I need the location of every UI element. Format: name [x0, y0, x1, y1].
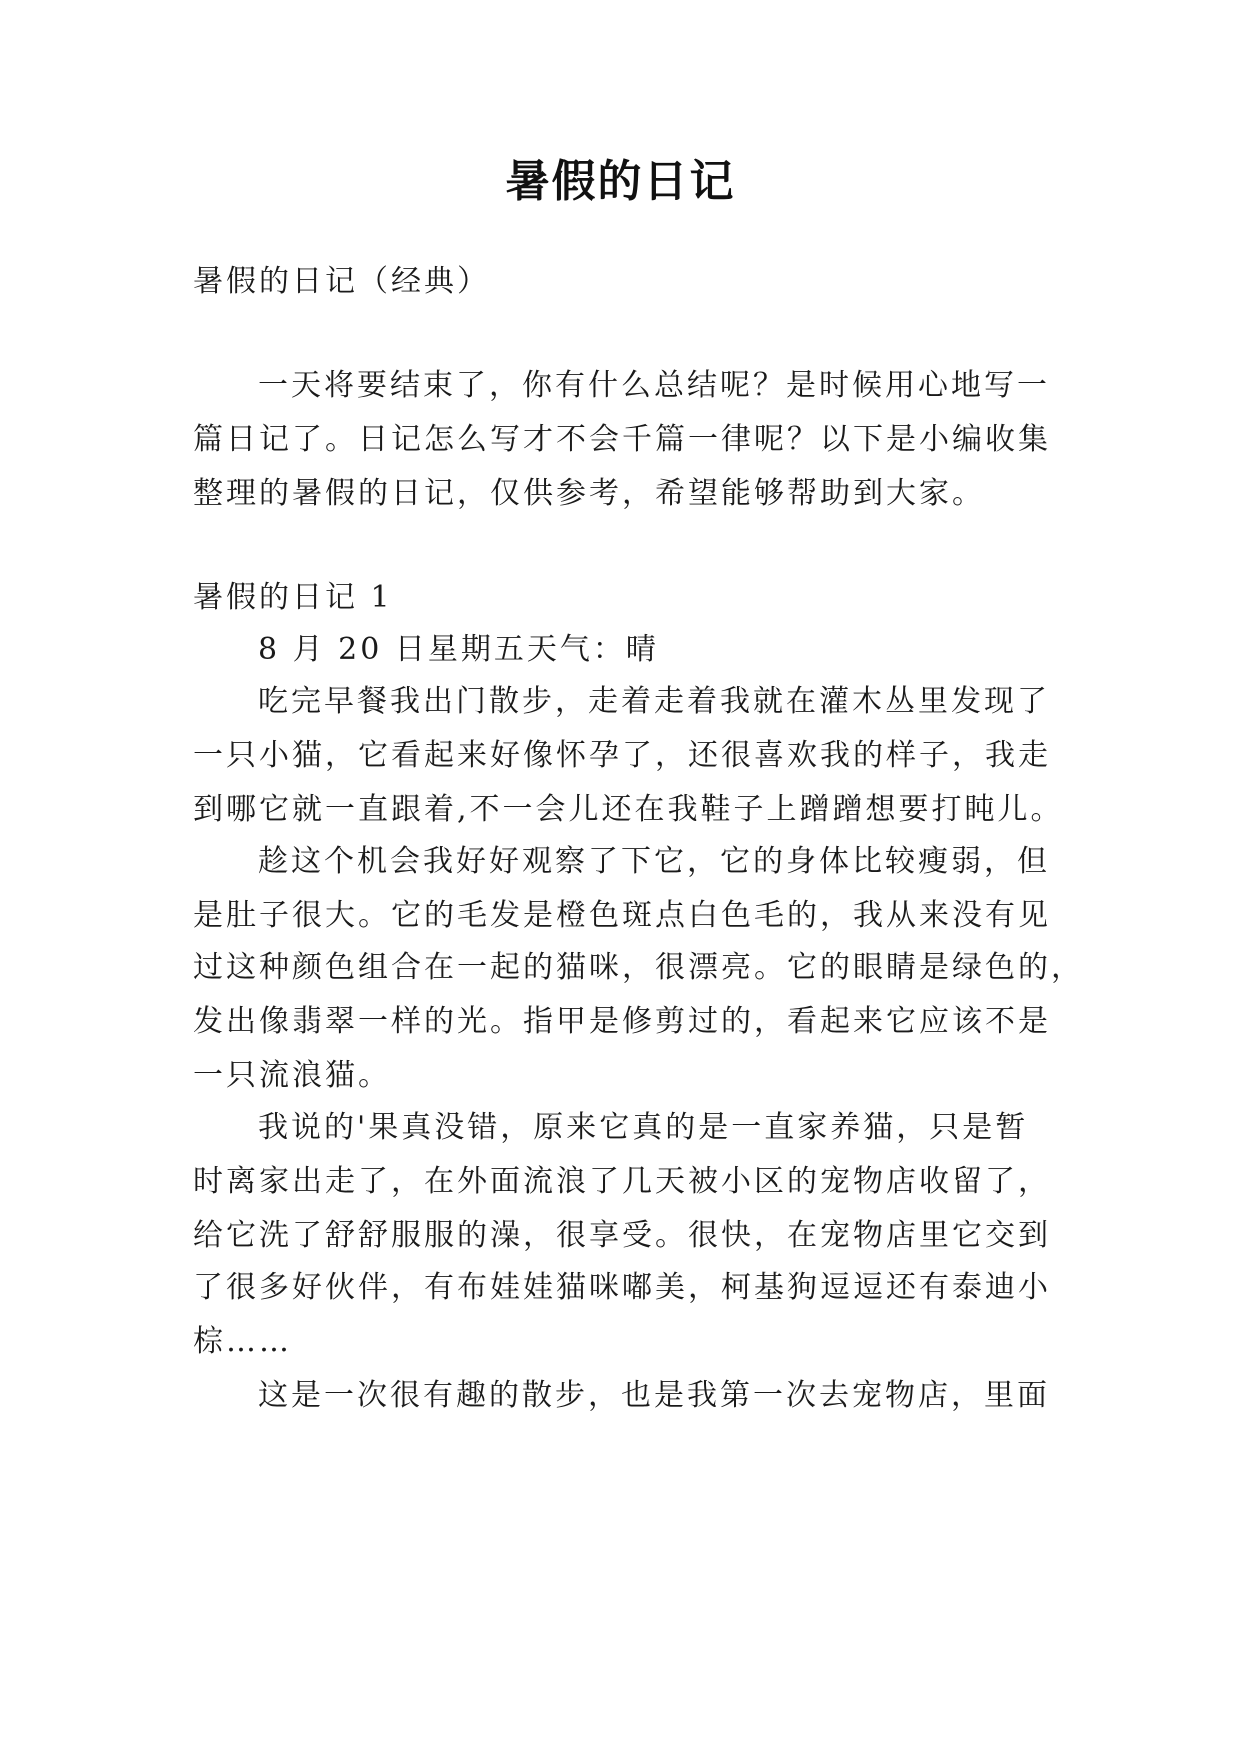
body-line: 了很多好伙伴，有布娃娃猫咪嘟美，柯基狗逗逗还有泰迪小 [193, 1270, 1051, 1305]
body-line: 我说的'果真没错，原来它真的是一直家养猫，只是暂 [258, 1110, 1029, 1145]
body-line: 趁这个机会我好好观察了下它，它的身体比较瘦弱，但 [258, 844, 1050, 879]
body-line: 这是一次很有趣的散步，也是我第一次去宠物店，里面 [258, 1378, 1050, 1413]
body-line: 一只小猫，它看起来好像怀孕了，还很喜欢我的样子，我走 [193, 738, 1051, 773]
document-title: 暑假的日记 [505, 156, 736, 207]
intro-line: 篇日记了。日记怎么写才不会千篇一律呢？以下是小编收集 [193, 422, 1051, 457]
body-line: 是肚子很大。它的毛发是橙色斑点白色毛的，我从来没有见 [193, 898, 1051, 933]
body-line: 一只流浪猫。 [193, 1058, 391, 1093]
body-line: 过这种颜色组合在一起的猫咪，很漂亮。它的眼睛是绿色的， [193, 950, 1084, 985]
body-line: 到哪它就一直跟着,不一会儿还在我鞋子上蹭蹭想要打盹儿。 [193, 792, 1064, 827]
body-line: 发出像翡翠一样的光。指甲是修剪过的，看起来它应该不是 [193, 1004, 1051, 1039]
body-line: 时离家出走了，在外面流浪了几天被小区的宠物店收留了， [193, 1164, 1051, 1199]
intro-line: 整理的暑假的日记，仅供参考，希望能够帮助到大家。 [193, 476, 985, 511]
subtitle-line: 暑假的日记（经典） [193, 264, 490, 299]
intro-line: 一天将要结束了，你有什么总结呢？是时候用心地写一 [258, 368, 1050, 403]
section-heading: 暑假的日记 1 [193, 580, 393, 615]
date-weather-line: 8 月 20 日星期五天气：晴 [258, 632, 659, 667]
body-line: 吃完早餐我出门散步，走着走着我就在灌木丛里发现了 [258, 684, 1050, 719]
body-line: 给它洗了舒舒服服的澡，很享受。很快，在宠物店里它交到 [193, 1218, 1051, 1253]
body-line: 棕…… [193, 1324, 292, 1359]
